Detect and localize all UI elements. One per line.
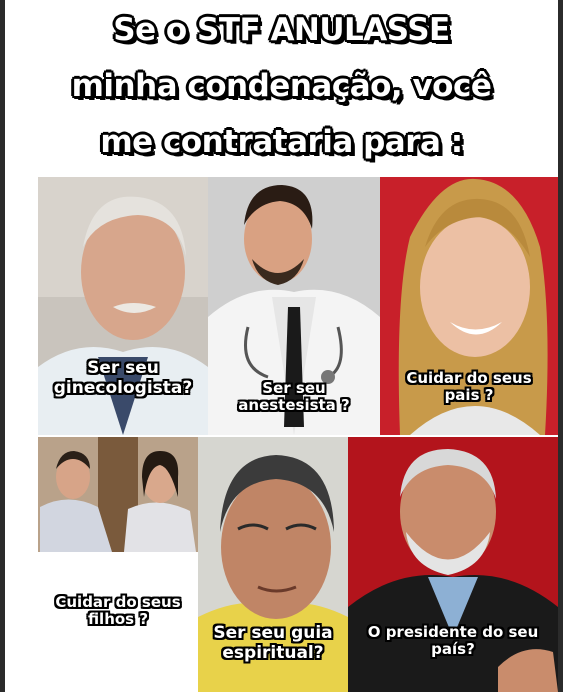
panel-couple-photo	[38, 437, 198, 692]
panel-guide-photo	[198, 437, 348, 692]
title-line-2: minha condenação, você	[71, 68, 492, 104]
caption-line: anestesista ?	[238, 396, 350, 415]
caption-line: O presidente do seu	[367, 623, 539, 641]
caption-line: Ser seu	[262, 379, 326, 397]
caption-line: filhos ?	[87, 610, 149, 629]
caption-line: espiritual?	[222, 642, 324, 663]
caption-line: país?	[431, 640, 475, 659]
panel-doctor-photo	[38, 177, 208, 435]
caption-line: Cuidar do seus	[55, 593, 181, 611]
panel-president-photo	[348, 437, 558, 692]
caption-gynecologist	[38, 359, 208, 398]
caption-line: Ser seu guia	[213, 623, 333, 643]
caption-line: Ser seu	[87, 358, 159, 378]
caption-line: Cuidar do seus	[406, 369, 532, 387]
title-line-3: me contrataria para :	[100, 124, 463, 160]
title-line-1: Se o STF ANULASSE	[113, 12, 450, 48]
caption-spiritual-guide	[198, 624, 348, 663]
caption-president	[348, 624, 558, 659]
panel-anesthetist-photo	[208, 177, 380, 435]
caption-anesthetist	[208, 380, 380, 415]
meme-title	[5, 2, 558, 170]
meme-image	[5, 0, 558, 692]
couple-portrait	[38, 437, 198, 692]
caption-care-children	[38, 594, 198, 629]
caption-line: pais ?	[444, 386, 494, 405]
caption-care-parents	[380, 370, 558, 405]
panel-caregiver-photo	[380, 177, 558, 435]
caption-line: ginecologista?	[53, 377, 193, 398]
